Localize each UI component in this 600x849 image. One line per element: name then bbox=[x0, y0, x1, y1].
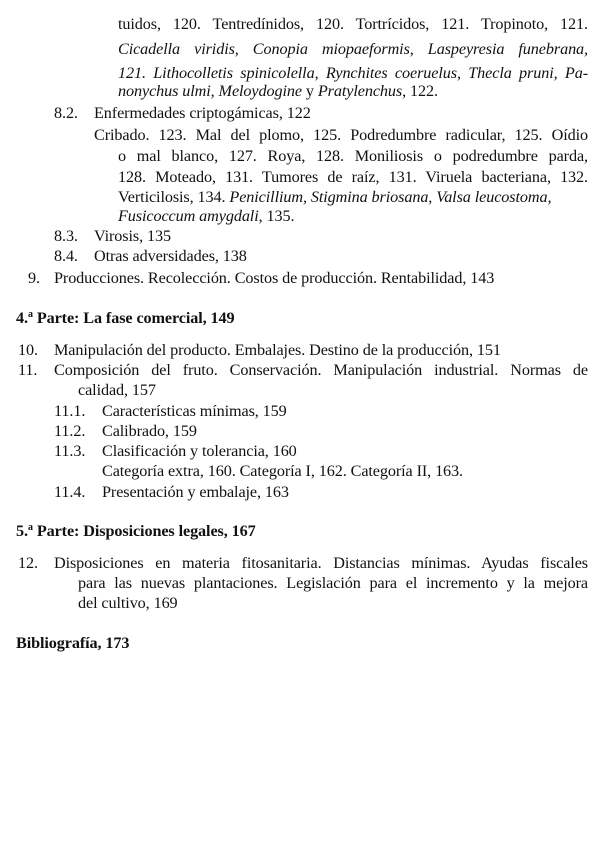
entry-11-4-title: Presentación y embalaje, 163 bbox=[102, 483, 289, 501]
part-4-heading: 4.$^a$ Parte: La fase comercial, 149 bbox=[16, 309, 235, 327]
entry-11-4-number: 11.4. bbox=[54, 483, 86, 501]
entry-8-1-continuation-line-3: 121. Lithocolletis spinicolella, Rynchites coeruelus, Thecla pruni, Pa- bbox=[118, 64, 588, 82]
entry-12-line-3: del cultivo, 169 bbox=[78, 594, 178, 612]
entry-11-number: 11. bbox=[18, 361, 38, 379]
entry-10-title: Manipulación del producto. Embalajes. Destino de la producción, 151 bbox=[54, 341, 501, 359]
entry-11-title-line-2: calidad, 157 bbox=[78, 381, 156, 399]
entry-8-1-continuation-line-1: tuidos, 120. Tentredínidos, 120. Tortrícidos, 121. Tropinoto, 121. bbox=[118, 15, 588, 33]
entry-11-2-number: 11.2. bbox=[54, 422, 86, 440]
entry-12-line-2: para las nuevas plantaciones. Legislación para el incremento y la mejora bbox=[78, 574, 588, 592]
entry-11-1-number: 11.1. bbox=[54, 402, 86, 420]
entry-8-1-continuation-line-2: Cicadella viridis, Conopia miopaeformis, Laspeyresia funebrana, bbox=[118, 40, 588, 58]
entry-8-1-continuation-line-4: nonychus ulmi, Meloydogine y Pratylenchus, 122. bbox=[118, 82, 438, 100]
entry-8-2-number: 8.2. bbox=[54, 104, 78, 122]
entry-9-title: Producciones. Recolección. Costos de producción. Rentabilidad, 143 bbox=[54, 269, 495, 287]
entry-11-1-title: Características mínimas, 159 bbox=[102, 402, 287, 420]
entry-12-line-1: Disposiciones en materia fitosanitaria. Distancias mínimas. Ayudas fiscales bbox=[54, 554, 588, 572]
entry-8-2-body-line-2: o mal blanco, 127. Roya, 128. Moniliosis o podredumbre parda, bbox=[118, 147, 588, 165]
entry-9-number: 9. bbox=[28, 269, 40, 287]
entry-8-2-body-line-4: Verticilosis, 134. Penicillium, Stigmina briosana, Valsa leucostoma, bbox=[118, 188, 552, 206]
entry-11-3-number: 11.3. bbox=[54, 442, 86, 460]
entry-8-4-number: 8.4. bbox=[54, 247, 78, 265]
entry-11-title-line-1: Composición del fruto. Conservación. Manipulación industrial. Normas de bbox=[54, 361, 588, 379]
entry-11-2-title: Calibrado, 159 bbox=[102, 422, 197, 440]
part-5-heading: 5.$^a$ Parte: Disposiciones legales, 167 bbox=[16, 522, 256, 540]
entry-8-2-body-line-5: Fusicoccum amygdali, 135. bbox=[118, 207, 295, 225]
entry-8-3-title: Virosis, 135 bbox=[94, 227, 171, 245]
entry-8-4-title: Otras adversidades, 138 bbox=[94, 247, 247, 265]
entry-10-number: 10. bbox=[18, 341, 38, 359]
entry-12-number: 12. bbox=[18, 554, 38, 572]
entry-8-3-number: 8.3. bbox=[54, 227, 78, 245]
entry-8-2-title: Enfermedades criptogámicas, 122 bbox=[94, 104, 311, 122]
entry-11-3-title: Clasificación y tolerancia, 160 bbox=[102, 442, 297, 460]
entry-8-2-body-line-3: 128. Moteado, 131. Tumores de raíz, 131. Viruela bacteriana, 132. bbox=[118, 168, 588, 186]
entry-8-2-body-line-1: Cribado. 123. Mal del plomo, 125. Podredumbre radicular, 125. Oídio bbox=[94, 126, 588, 144]
entry-11-3-detail: Categoría extra, 160. Categoría I, 162. Categoría II, 163. bbox=[102, 462, 463, 480]
bibliography-heading: Bibliografía, 173 bbox=[16, 634, 130, 652]
